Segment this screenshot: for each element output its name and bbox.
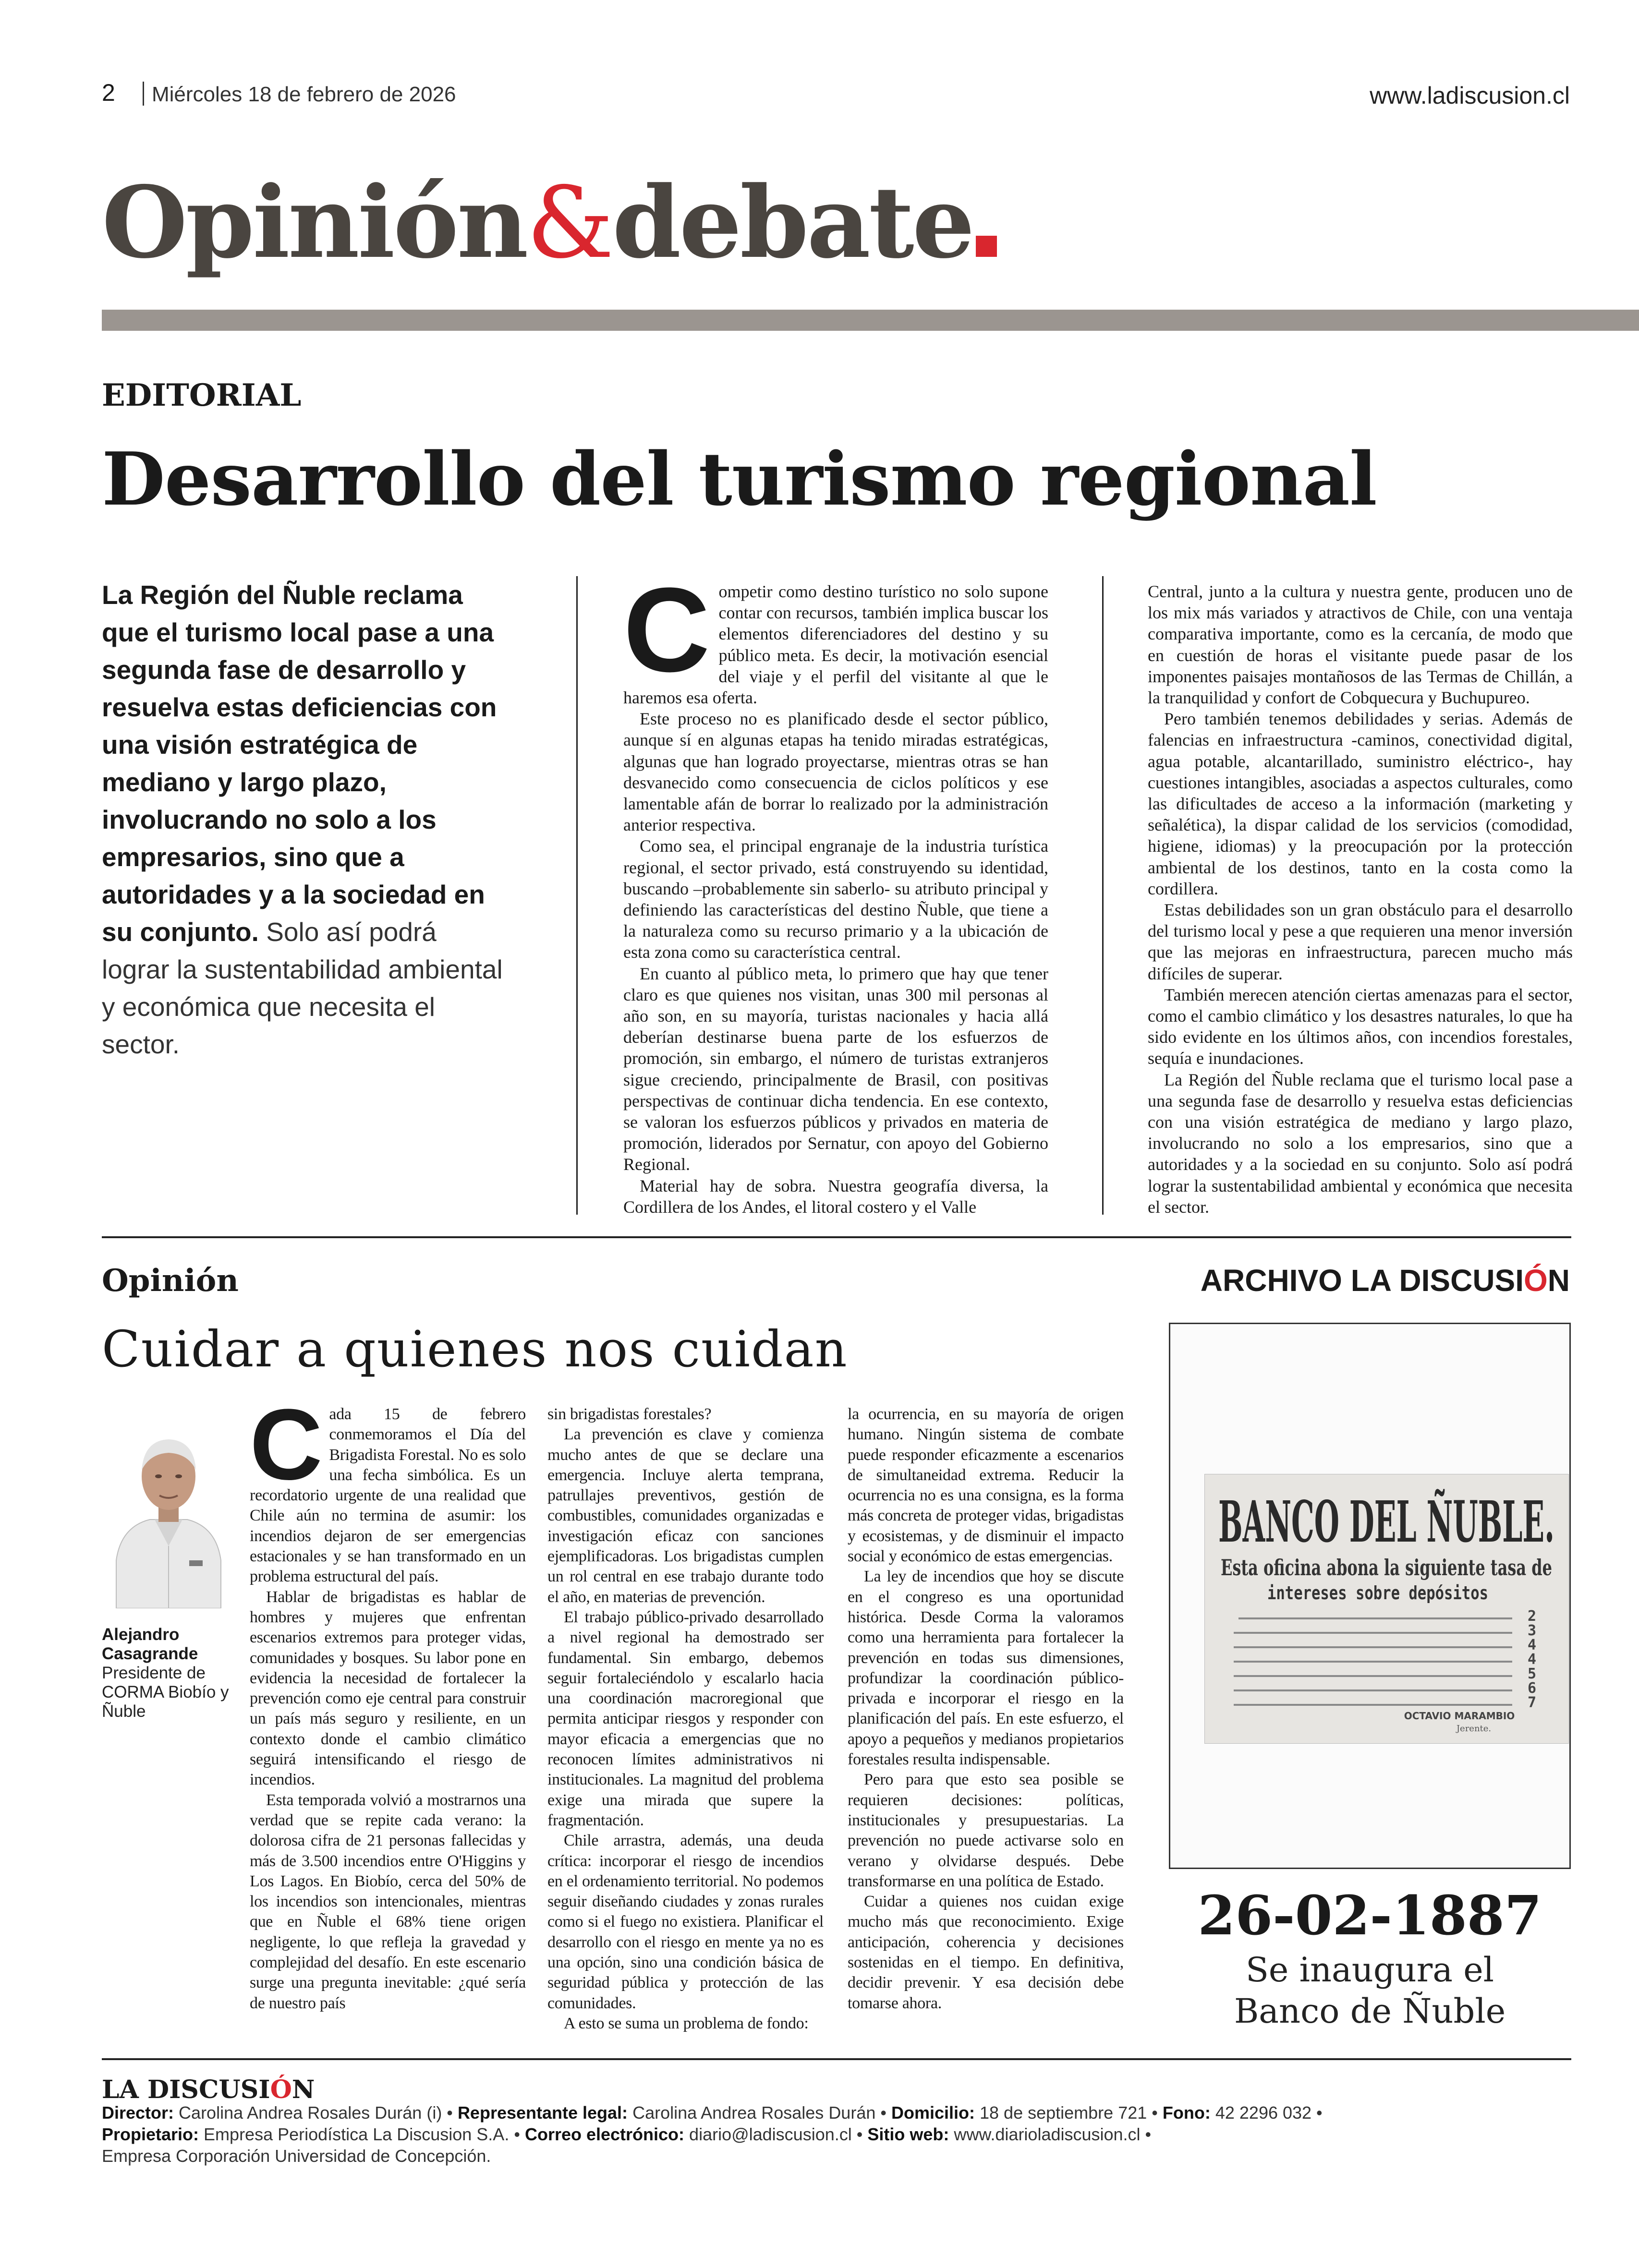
section-title-opinion: Opinión <box>102 165 527 280</box>
opinion-paragraph: Chile arrastra, además, una deuda crítica: incorporar el riesgo de incendios en el ordenamiento territorial. No podemos seguir diseñando ciudades y zonas rurales como si el fuego no existiera. Planificar el desarrollo con el riesgo en mente ya no es una opción, sino una condición básica de seguridad pública y protección de las comunidades. <box>547 1832 824 2012</box>
section-title <box>102 165 997 280</box>
footer-brand-accent: Ó <box>270 2075 292 2104</box>
author-name: Alejandro Casagrande <box>102 1625 198 1663</box>
editorial-column-2 <box>1148 581 1573 1218</box>
company-value: Empresa Corporación Universidad de Concepción. <box>102 2146 491 2166</box>
archive-label-end: N <box>1547 1263 1570 1298</box>
opinion-paragraph: La prevención es clave y comienza mucho antes de que se declare una emergencia. Incluye alerta temprana, patrullajes preventivos, gestión de combustibles, comunidades organizadas e investigación eficaz con sanciones ejemplificadoras. Los brigadistas cumplen un rol central en ese trabajo durante todo el año, en materias de prevención. <box>547 1425 824 1606</box>
author-photo <box>107 1416 231 1608</box>
editorial-paragraph: Central, junto a la cultura y nuestra gente, producen uno de los mix más variados y atractivos de Chile, con una ventaja comparativa importante, como es la cercanía, de modo que en cuestión de horas el visitante puede pasar de los imponentes paisajes montañosos de las Termas de Chillán, a la tranquilidad y confort de Cobquecura y Buchupureo. <box>1148 582 1573 708</box>
svg-text:4: 4 <box>1528 1637 1537 1653</box>
footer-divider <box>102 2058 1571 2060</box>
opinion-paragraph: El trabajo público-privado desarrollado a nivel regional ha demostrado ser fundamental. Sin embargo, debemos seguir fortaleciéndolo y escalarlo hacia una coordinación macroregional que permita anticipar riesgos y responder con mayor eficacia a emergencias que no reconocen límites administrativos ni institucionales. La magnitud del problema exige una mirada que supere la fragmentación. <box>547 1608 824 1829</box>
clipping-scan <box>1205 1474 1568 1743</box>
opinion-paragraph: A esto se suma un problema de fondo: <box>564 2014 809 2032</box>
section-title-ampersand: & <box>526 166 612 280</box>
section-divider <box>102 1236 1571 1238</box>
archive-clipping-image <box>1204 1474 1569 1744</box>
archive-caption-line: Se inaugura el <box>1245 1950 1494 1990</box>
editorial-paragraph: Pero también tenemos debilidades y serias. Además de falencias en infraestructura -caminos, conectividad digital, agua potable, alcantarillado, suministro eléctrico-, hay cuestiones intangibles, asociadas a aspectos culturales, como las dificultades de acceso a la información (marketing y señalética), la dispar calidad de los servicios (comodidad, higiene, idiomas) y la preocupación por la protección ambiental de los destinos, tanto en la costa como la cordillera. <box>1148 709 1573 898</box>
page-number: 2 <box>102 79 115 106</box>
clipping-line-1: Esta oficina abona la siguiente tasa de <box>1221 1555 1552 1580</box>
red-square-mark <box>976 236 997 257</box>
archive-label-accent: Ó <box>1524 1263 1548 1298</box>
editorial-paragraph: ompetir como destino turístico no solo supone contar con recursos, también implica buscar los elementos diferenciadores del destino y su público meta. Es decir, la motivación esencial del viaje y el perfil del visitante al que le haremos esa oferta. <box>623 582 1048 708</box>
column-divider <box>576 576 578 1215</box>
archive-label <box>1201 1263 1570 1298</box>
address-value: 18 de septiembre 721 • <box>980 2103 1158 2123</box>
editorial-paragraph: La Región del Ñuble reclama que el turismo local pase a una segunda fase de desarrollo y resuelva estas deficiencias con una visión estratégica de mediano y largo plazo, involucrando no solo a los empresarios, sino que a autoridades y a la sociedad en su conjunto. Solo así podrá lograr la sustentabilidad ambiental y económica que necesita el sector. <box>1148 1070 1573 1217</box>
clipping-title: BANCO DEL ÑUBLE. <box>1218 1488 1554 1555</box>
section-title-debate: debate <box>612 165 973 280</box>
author-photo-image <box>107 1416 231 1608</box>
footer-line <box>102 2145 1571 2167</box>
editorial-headline: Desarrollo del turismo regional <box>102 436 1377 522</box>
email-link[interactable]: diario@ladiscusion.cl • <box>689 2124 863 2144</box>
drop-cap: C <box>250 1388 323 1501</box>
phone-value: 42 2296 032 • <box>1215 2103 1323 2123</box>
editorial-column-1 <box>623 563 1048 1218</box>
section-rule <box>102 310 1639 331</box>
footer-credits <box>102 2102 1571 2167</box>
opinion-column-2 <box>547 1404 824 2034</box>
editorial-lead-regular: Solo así podrá lograr la sustentabilidad ambiental y económica que necesita el sector. <box>102 917 503 1059</box>
editorial-paragraph: Este proceso no es planificado desde el sector público, aunque sí en algunas etapas ha tenido miradas estratégicas, algunas que han logrado proyectarse, mientras otras se han desvanecido como consecuencia de ciclos políticos y ese lamentable afán de borrar lo realizado por la administración anterior respectiva. <box>623 709 1048 835</box>
opinion-column-1 <box>250 1388 526 2014</box>
opinion-paragraph: la ocurrencia, en su mayoría de origen humano. Ningún sistema de combate puede responder eficazmente a escenarios de simultaneidad extrema. Reducir la ocurrencia no es una consigna, es la forma más concreta de proteger vidas, brigadistas y ecosistemas, y de disminuir el impacto social y económico de estas emergencias. <box>848 1405 1124 1566</box>
legal-rep-label: Representante legal: <box>457 2103 628 2123</box>
editorial-lead-bold: La Región del Ñuble reclama que el turismo local pase a una segunda fase de desarrollo y resuelva estas deficiencias con una visión estratégica de mediano y largo plazo, involucrando no solo a los empresarios, sino que a autoridades y a la sociedad en su conjunto. <box>102 580 497 947</box>
phone-label: Fono: <box>1162 2103 1211 2123</box>
editorial-label: EDITORIAL <box>102 377 302 413</box>
web-link[interactable]: www.diarioladiscusion.cl • <box>954 2124 1152 2144</box>
clipping-signature-role: Jerente. <box>1456 1724 1492 1734</box>
opinion-paragraph: Cuidar a quienes nos cuidan exige mucho más que reconocimiento. Exige anticipación, coherencia y decisiones sostenidas en el tiempo. En definitiva, decidir prevenir. Y esa decisión debe tomarse ahora. <box>848 1893 1124 2012</box>
footer-brand-end: N <box>291 2075 315 2104</box>
svg-text:7: 7 <box>1528 1694 1537 1711</box>
opinion-paragraph: Pero para que esto sea posible se requieren decisiones: políticas, institucionales y presupuestarias. La prevención no puede activarse solo en verano y olvidarse después. Debe transformarse en una política de Estado. <box>848 1771 1124 1890</box>
opinion-column-3 <box>848 1404 1124 2014</box>
opinion-headline: Cuidar a quienes nos cuidan <box>102 1320 848 1378</box>
email-label: Correo electrónico: <box>524 2124 685 2144</box>
author-role: Presidente de CORMA Biobío y Ñuble <box>102 1664 229 1721</box>
drop-cap: C <box>623 563 710 697</box>
director-value: Carolina Andrea Rosales Durán (i) • <box>179 2103 453 2123</box>
owner-label: Propietario: <box>102 2124 199 2144</box>
director-label: Director: <box>102 2103 174 2123</box>
footer-line <box>102 2102 1571 2123</box>
archive-label-main: ARCHIVO LA DISCUSI <box>1200 1263 1524 1298</box>
editorial-paragraph: Como sea, el principal engranaje de la industria turística regional, el sector privado, está construyendo su identidad, buscando –probablemente sin saberlo- su atributo principal y definiendo las características del destino Ñuble, que tiene a la naturaleza como su recurso primario y a la ubicación de esta zona como su característica central. <box>623 836 1048 962</box>
opinion-paragraph: La ley de incendios que hoy se discute en el congreso es una oportunidad histórica. Desde Corma la valoramos como una herramienta para fortalecer la prevención en todas sus dimensiones, profundizar la coordinación público-privada e incorporar el riesgo en la planificación del país. En este esfuerzo, el apoyo a pequeños y medianos propietarios forestales resulta indispensable. <box>848 1568 1124 1769</box>
svg-text:4: 4 <box>1528 1651 1537 1668</box>
footer-brand <box>102 2075 315 2104</box>
website-link[interactable]: www.ladiscusion.cl <box>1370 82 1570 109</box>
svg-text:6: 6 <box>1528 1680 1537 1697</box>
column-divider <box>1102 576 1104 1215</box>
opinion-paragraph: ada 15 de febrero conmemoramos el Día del Brigadista Forestal. No es solo una fecha simbólica. Es un recordatorio urgente de una realidad que Chile aún no termina de asumir: los incendios dejaron de ser emergencias estacionales y se han transformado en un problema estructural del país. <box>250 1405 526 1586</box>
editorial-paragraph: También merecen atención ciertas amenazas para el sector, como el cambio climático y los desastres naturales, lo que ha sido evidente en los últimos años, con incendios forestales, sequía e inundaciones. <box>1148 985 1573 1068</box>
opinion-paragraph: Esta temporada volvió a mostrarnos una verdad que se repite cada verano: la dolorosa cifra de 21 personas fallecidas y más de 3.500 incendios entre O'Higgins y Los Lagos. En Biobío, cerca del 50% de los incendios son intencionales, mientras que en Ñuble el 68% tiene origen negligente, lo que refleja la gravedad y complejidad del desafío. En este escenario surge una pregunta inevitable: ¿qué sería de nuestro país <box>250 1791 526 2012</box>
address-label: Domicilio: <box>891 2103 975 2123</box>
issue-date: Miércoles 18 de febrero de 2026 <box>152 83 456 106</box>
clipping-line-2: intereses sobre depósitos <box>1267 1582 1488 1604</box>
opinion-paragraph: sin brigadistas forestales? <box>547 1405 712 1423</box>
editorial-lead <box>102 576 510 1063</box>
web-label: Sitio web: <box>867 2124 949 2144</box>
svg-text:5: 5 <box>1528 1665 1537 1682</box>
editorial-paragraph: Material hay de sobra. Nuestra geografía diversa, la Cordillera de los Andes, el litoral costero y el Valle <box>623 1176 1048 1217</box>
svg-text:3: 3 <box>1528 1622 1537 1639</box>
header-divider <box>143 82 144 106</box>
opinion-label: Opinión <box>102 1263 239 1299</box>
archive-date: 26-02-1887 <box>1198 1884 1542 1947</box>
footer-brand-main: LA DISCUSI <box>102 2075 270 2104</box>
footer-line <box>102 2123 1571 2145</box>
opinion-paragraph: Hablar de brigadistas es hablar de hombres y mujeres que enfrentan escenarios extremos para proteger vidas, comunidades y bosques. Su labor pone en evidencia la necesidad de fortalecer la prevención como eje central para construir un país más seguro y resiliente, en un contexto donde el cambio climático seguirá intensificando el riesgo de incendios. <box>250 1588 526 1789</box>
editorial-paragraph: Estas debilidades son un gran obstáculo para el desarrollo del turismo local y pese a que requieren una menor inversión que las mejoras en infraestructura, parecen mucho más difíciles de superar. <box>1148 900 1573 983</box>
editorial-paragraph: En cuanto al público meta, lo primero que hay que tener claro es que quienes nos visitan, unas 300 mil personas al año son, en su mayoría, turistas nacionales y hacia allá deberían destinarse buena parte de los esfuerzos de promoción, sin embargo, el número de turistas extranjeros sigue creciendo, principalmente de Brasil, con positivas perspectivas de continuar dicha tendencia. En ese contexto, se valoran los esfuerzos públicos y privados en materia de promoción, liderados por Sernatur, con apoyo del Gobierno Regional. <box>623 964 1048 1174</box>
svg-text:2: 2 <box>1528 1608 1537 1625</box>
archive-caption-line: Banco de Ñuble <box>1234 1991 1506 2031</box>
clipping-signature: OCTAVIO MARAMBIO <box>1404 1710 1515 1722</box>
owner-value: Empresa Periodística La Discusion S.A. • <box>204 2124 520 2144</box>
archive-caption <box>1169 1949 1571 2032</box>
legal-rep-value: Carolina Andrea Rosales Durán • <box>632 2103 886 2123</box>
